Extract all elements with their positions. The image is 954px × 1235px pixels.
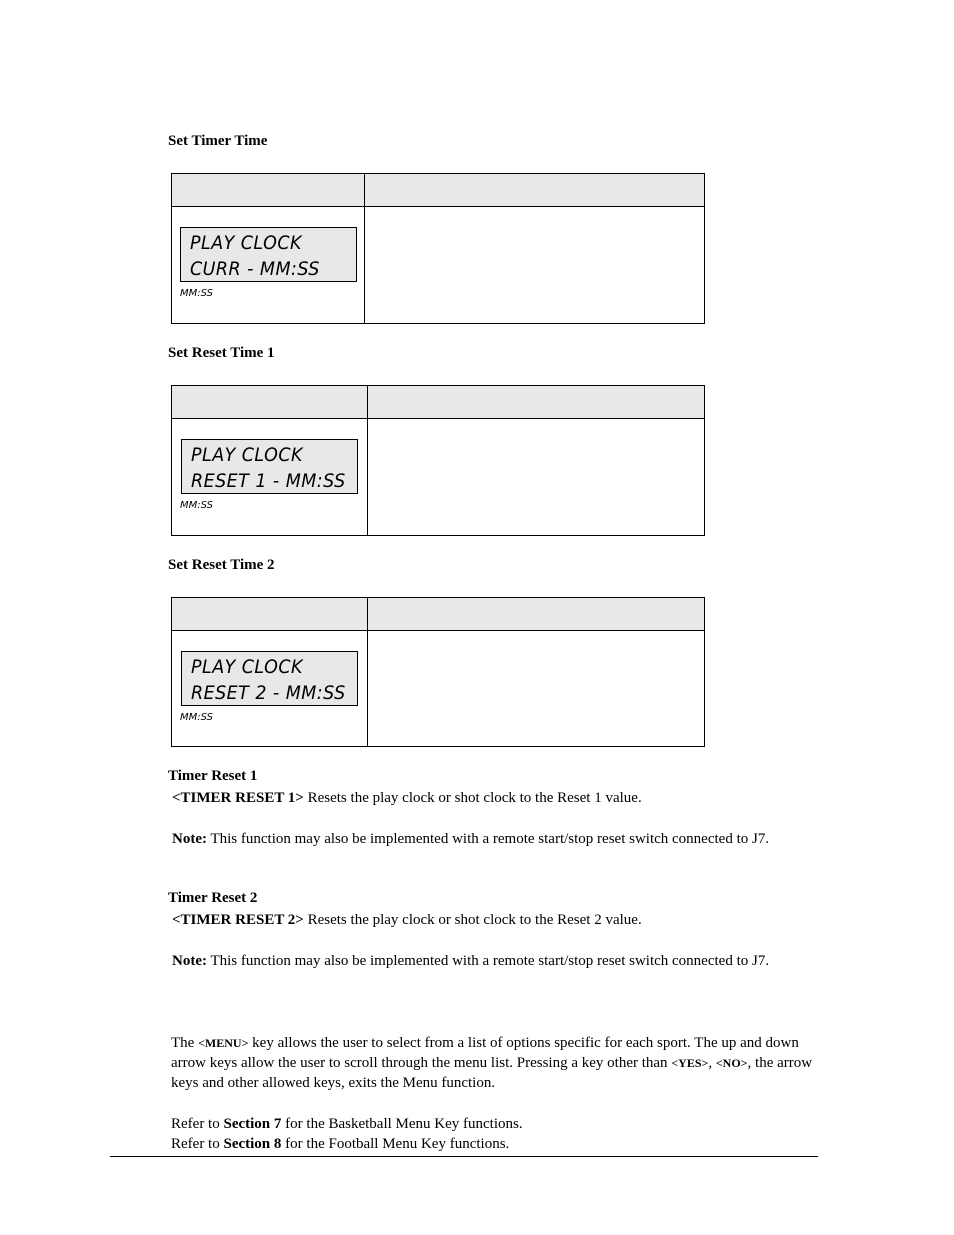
heading-set-reset-time-1: Set Reset Time 1	[168, 345, 275, 361]
ref-section-link: Section 7	[223, 1116, 282, 1132]
lcd-line-2: CURR - MM:SS	[190, 258, 320, 280]
column-divider	[364, 174, 365, 323]
lcd-format-label: MM:SS	[180, 500, 213, 511]
lcd-format-label: MM:SS	[180, 288, 213, 299]
lcd-display	[180, 227, 357, 282]
lcd-line-1: PLAY CLOCK	[191, 444, 303, 466]
menu-paragraph	[171, 1033, 816, 1093]
lcd-format-label: MM:SS	[180, 712, 213, 723]
key-yes: <YES>	[671, 1056, 709, 1070]
ref-pre: Refer to	[171, 1116, 224, 1132]
table-header	[172, 386, 704, 419]
note-text: This function may also be implemented with a remote start/stop reset switch connected to J7.	[206, 953, 770, 969]
ref-section-link: Section 8	[223, 1136, 282, 1152]
key-timer-reset-1: <TIMER RESET 1>	[172, 790, 304, 806]
footer-rule	[110, 1156, 818, 1157]
menu-text-4: , the arrow keys and other allowed keys, exits the Menu function.	[171, 1055, 813, 1091]
key-menu: <MENU>	[198, 1036, 249, 1050]
heading-set-timer-time: Set Timer Time	[168, 133, 268, 149]
column-divider	[367, 598, 368, 746]
timer-reset-1-desc	[172, 788, 792, 808]
table-header	[172, 598, 704, 631]
menu-text-3: ,	[708, 1055, 716, 1071]
column-divider	[367, 386, 368, 535]
heading-timer-reset-2: Timer Reset 2	[168, 890, 258, 906]
lcd-line-2: RESET 1 - MM:SS	[191, 470, 346, 492]
lcd-line-1: PLAY CLOCK	[191, 656, 303, 678]
timer-reset-1-text: Resets the play clock or shot clock to the Reset 1 value.	[303, 790, 642, 806]
table-set-reset-time-2	[171, 597, 705, 747]
table-header	[172, 174, 704, 207]
lcd-line-1: PLAY CLOCK	[190, 232, 302, 254]
timer-reset-1-note	[172, 829, 772, 849]
heading-set-reset-time-2: Set Reset Time 2	[168, 557, 275, 573]
note-label: Note:	[172, 831, 207, 847]
timer-reset-2-text: Resets the play clock or shot clock to the Reset 2 value.	[303, 912, 642, 928]
note-label: Note:	[172, 953, 207, 969]
table-set-reset-time-1	[171, 385, 705, 536]
reference-section-8	[171, 1134, 509, 1154]
lcd-line-2: RESET 2 - MM:SS	[191, 682, 346, 704]
table-set-timer-time	[171, 173, 705, 324]
note-text: This function may also be implemented with a remote start/stop reset switch connected to J7.	[206, 831, 770, 847]
ref-post: for the Football Menu Key functions.	[281, 1136, 510, 1152]
timer-reset-2-note	[172, 951, 772, 971]
menu-text-2: key allows the user to select from a list of options specific for each sport. The up and down arrow keys allow the user to scroll through the menu list. Pressing a key other than	[171, 1035, 799, 1071]
ref-pre: Refer to	[171, 1136, 224, 1152]
lcd-display	[181, 439, 358, 494]
reference-section-7	[171, 1114, 523, 1134]
heading-timer-reset-1: Timer Reset 1	[168, 768, 258, 784]
lcd-display	[181, 651, 358, 706]
key-no: <NO>	[715, 1056, 748, 1070]
timer-reset-2-desc	[172, 910, 792, 930]
key-timer-reset-2: <TIMER RESET 2>	[172, 912, 304, 928]
ref-post: for the Basketball Menu Key functions.	[281, 1116, 523, 1132]
menu-text-1: The	[171, 1035, 199, 1051]
